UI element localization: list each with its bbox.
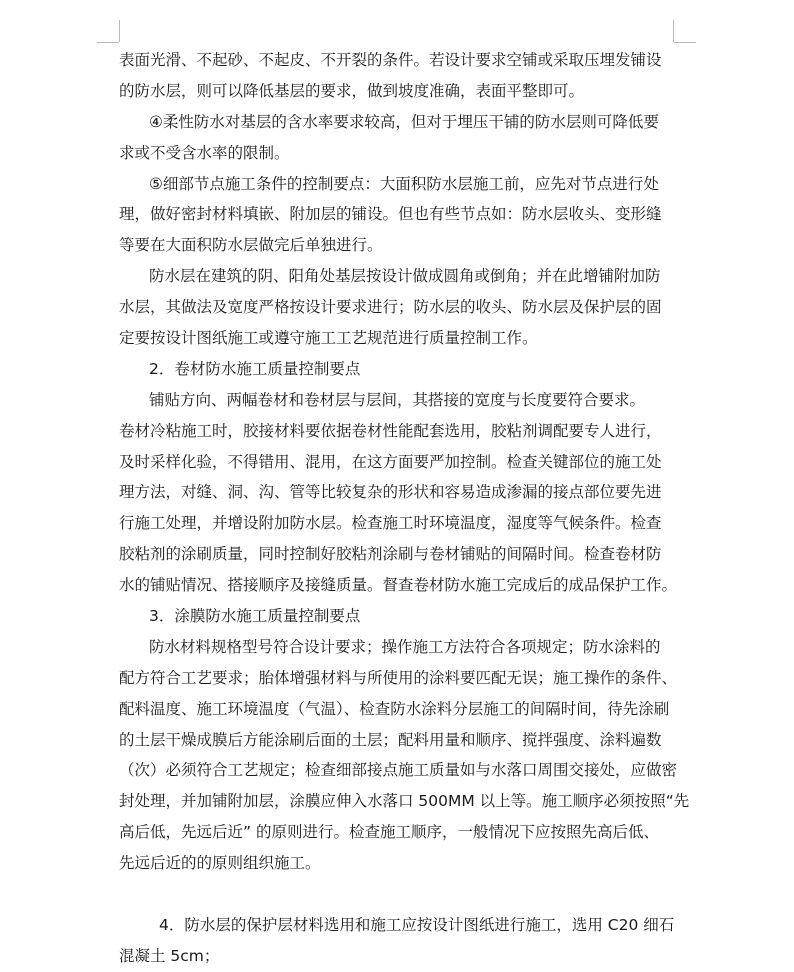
text-line: 防水材料规格型号符合设计要求；操作施工方法符合各项规定；防水涂料的 — [149, 637, 661, 656]
text-line: 先远后近的的原则组织施工。 — [119, 854, 321, 873]
text-line: 高后低，先远后近” 的原则进行。检查施工顺序，一般情况下应按照先高后低、 — [119, 823, 659, 842]
text-line: 胶粘剂的涂刷质量，同时控制好胶粘剂涂刷与卷材铺贴的间隔时间。检查卷材防 — [119, 545, 662, 564]
text-line: 铺贴方向、两幅卷材和卷材层与层间，其搭接的宽度与长度要符合要求。 — [149, 390, 646, 409]
text-line: 定要按设计图纸施工或遵守施工工艺规范进行质量控制工作。 — [119, 329, 538, 348]
text-line: ⑤细部节点施工条件的控制要点：大面积防水层施工前，应先对节点进行处 — [149, 174, 659, 193]
text-line: （次）必须符合工艺规定；检查细部接点施工质量如与水落口周围交接处，应做密 — [119, 761, 678, 780]
section-heading: 2．卷材防水施工质量控制要点 — [149, 359, 361, 378]
text-line: 卷材冷粘施工时，胶接材料要依据卷材性能配套选用，胶粘剂调配要专人进行， — [119, 421, 662, 440]
text-line: 4．防水层的保护层材料选用和施工应按设计图纸进行施工，选用 C20 细石 — [159, 915, 675, 934]
margin-marker-top-right — [673, 20, 674, 42]
text-line: 封处理，并加铺附加层，涂膜应伸入水落口 500MM 以上等。施工顺序必须按照“先 — [119, 792, 690, 811]
text-line: 配方符合工艺要求；胎体增强材料与所使用的涂料要匹配无误；施工操作的条件、 — [119, 668, 678, 687]
text-line: 水层，其做法及宽度严格按设计要求进行；防水层的收头、防水层及保护层的固 — [119, 298, 662, 317]
text-line: 配料温度、施工环境温度（气温）、检查防水涂料分层施工的间隔时间，待先涂刷 — [119, 699, 670, 718]
blank-line — [119, 879, 679, 910]
text-line: 表面光滑、不起砂、不起皮、不开裂的条件。若设计要求空铺或采取压埋发铺设 — [119, 51, 662, 69]
section-heading: 3．涂膜防水施工质量控制要点 — [149, 607, 361, 626]
text-line: 理方法，对缝、洞、沟、管等比较复杂的形状和容易造成渗漏的接点部位要先进 — [119, 483, 662, 502]
text-line: 防水层在建筑的阴、阳角处基层按设计做成圆角或倒角；并在此增铺附加防 — [149, 267, 661, 286]
margin-marker-top-right — [674, 42, 696, 43]
text-line: 混凝土 5cm； — [119, 946, 220, 965]
text-line: 的防水层，则可以降低基层的要求，做到坡度准确，表面平整即可。 — [119, 81, 585, 100]
text-line: 求或不受含水率的限制。 — [119, 143, 290, 162]
text-line: 水的铺贴情况、搭接顺序及接缝质量。督查卷材防水施工完成后的成品保护工作。 — [119, 576, 678, 595]
text-line: 等要在大面积防水层做完后单独进行。 — [119, 236, 383, 255]
margin-marker-top-left — [119, 20, 120, 42]
document-body — [119, 45, 690, 972]
text-line: 行施工处理，并增设附加防水层。检查施工时环境温度，湿度等气候条件。检查 — [119, 514, 662, 533]
text-line: 及时采样化验，不得错用、混用，在这方面要严加控制。检查关键部位的施工处 — [119, 452, 662, 471]
text-line: 的土层干燥成膜后方能涂刷后面的土层；配料用量和顺序、搅拌强度、涂料遍数 — [119, 730, 662, 749]
margin-marker-top-left — [97, 42, 119, 43]
text-line: ④柔性防水对基层的含水率要求较高，但对于埋压干铺的防水层则可降低要 — [149, 112, 659, 131]
text-line: 理，做好密封材料填嵌、附加层的铺设。但也有些节点如：防水层收头、变形缝 — [119, 205, 662, 224]
